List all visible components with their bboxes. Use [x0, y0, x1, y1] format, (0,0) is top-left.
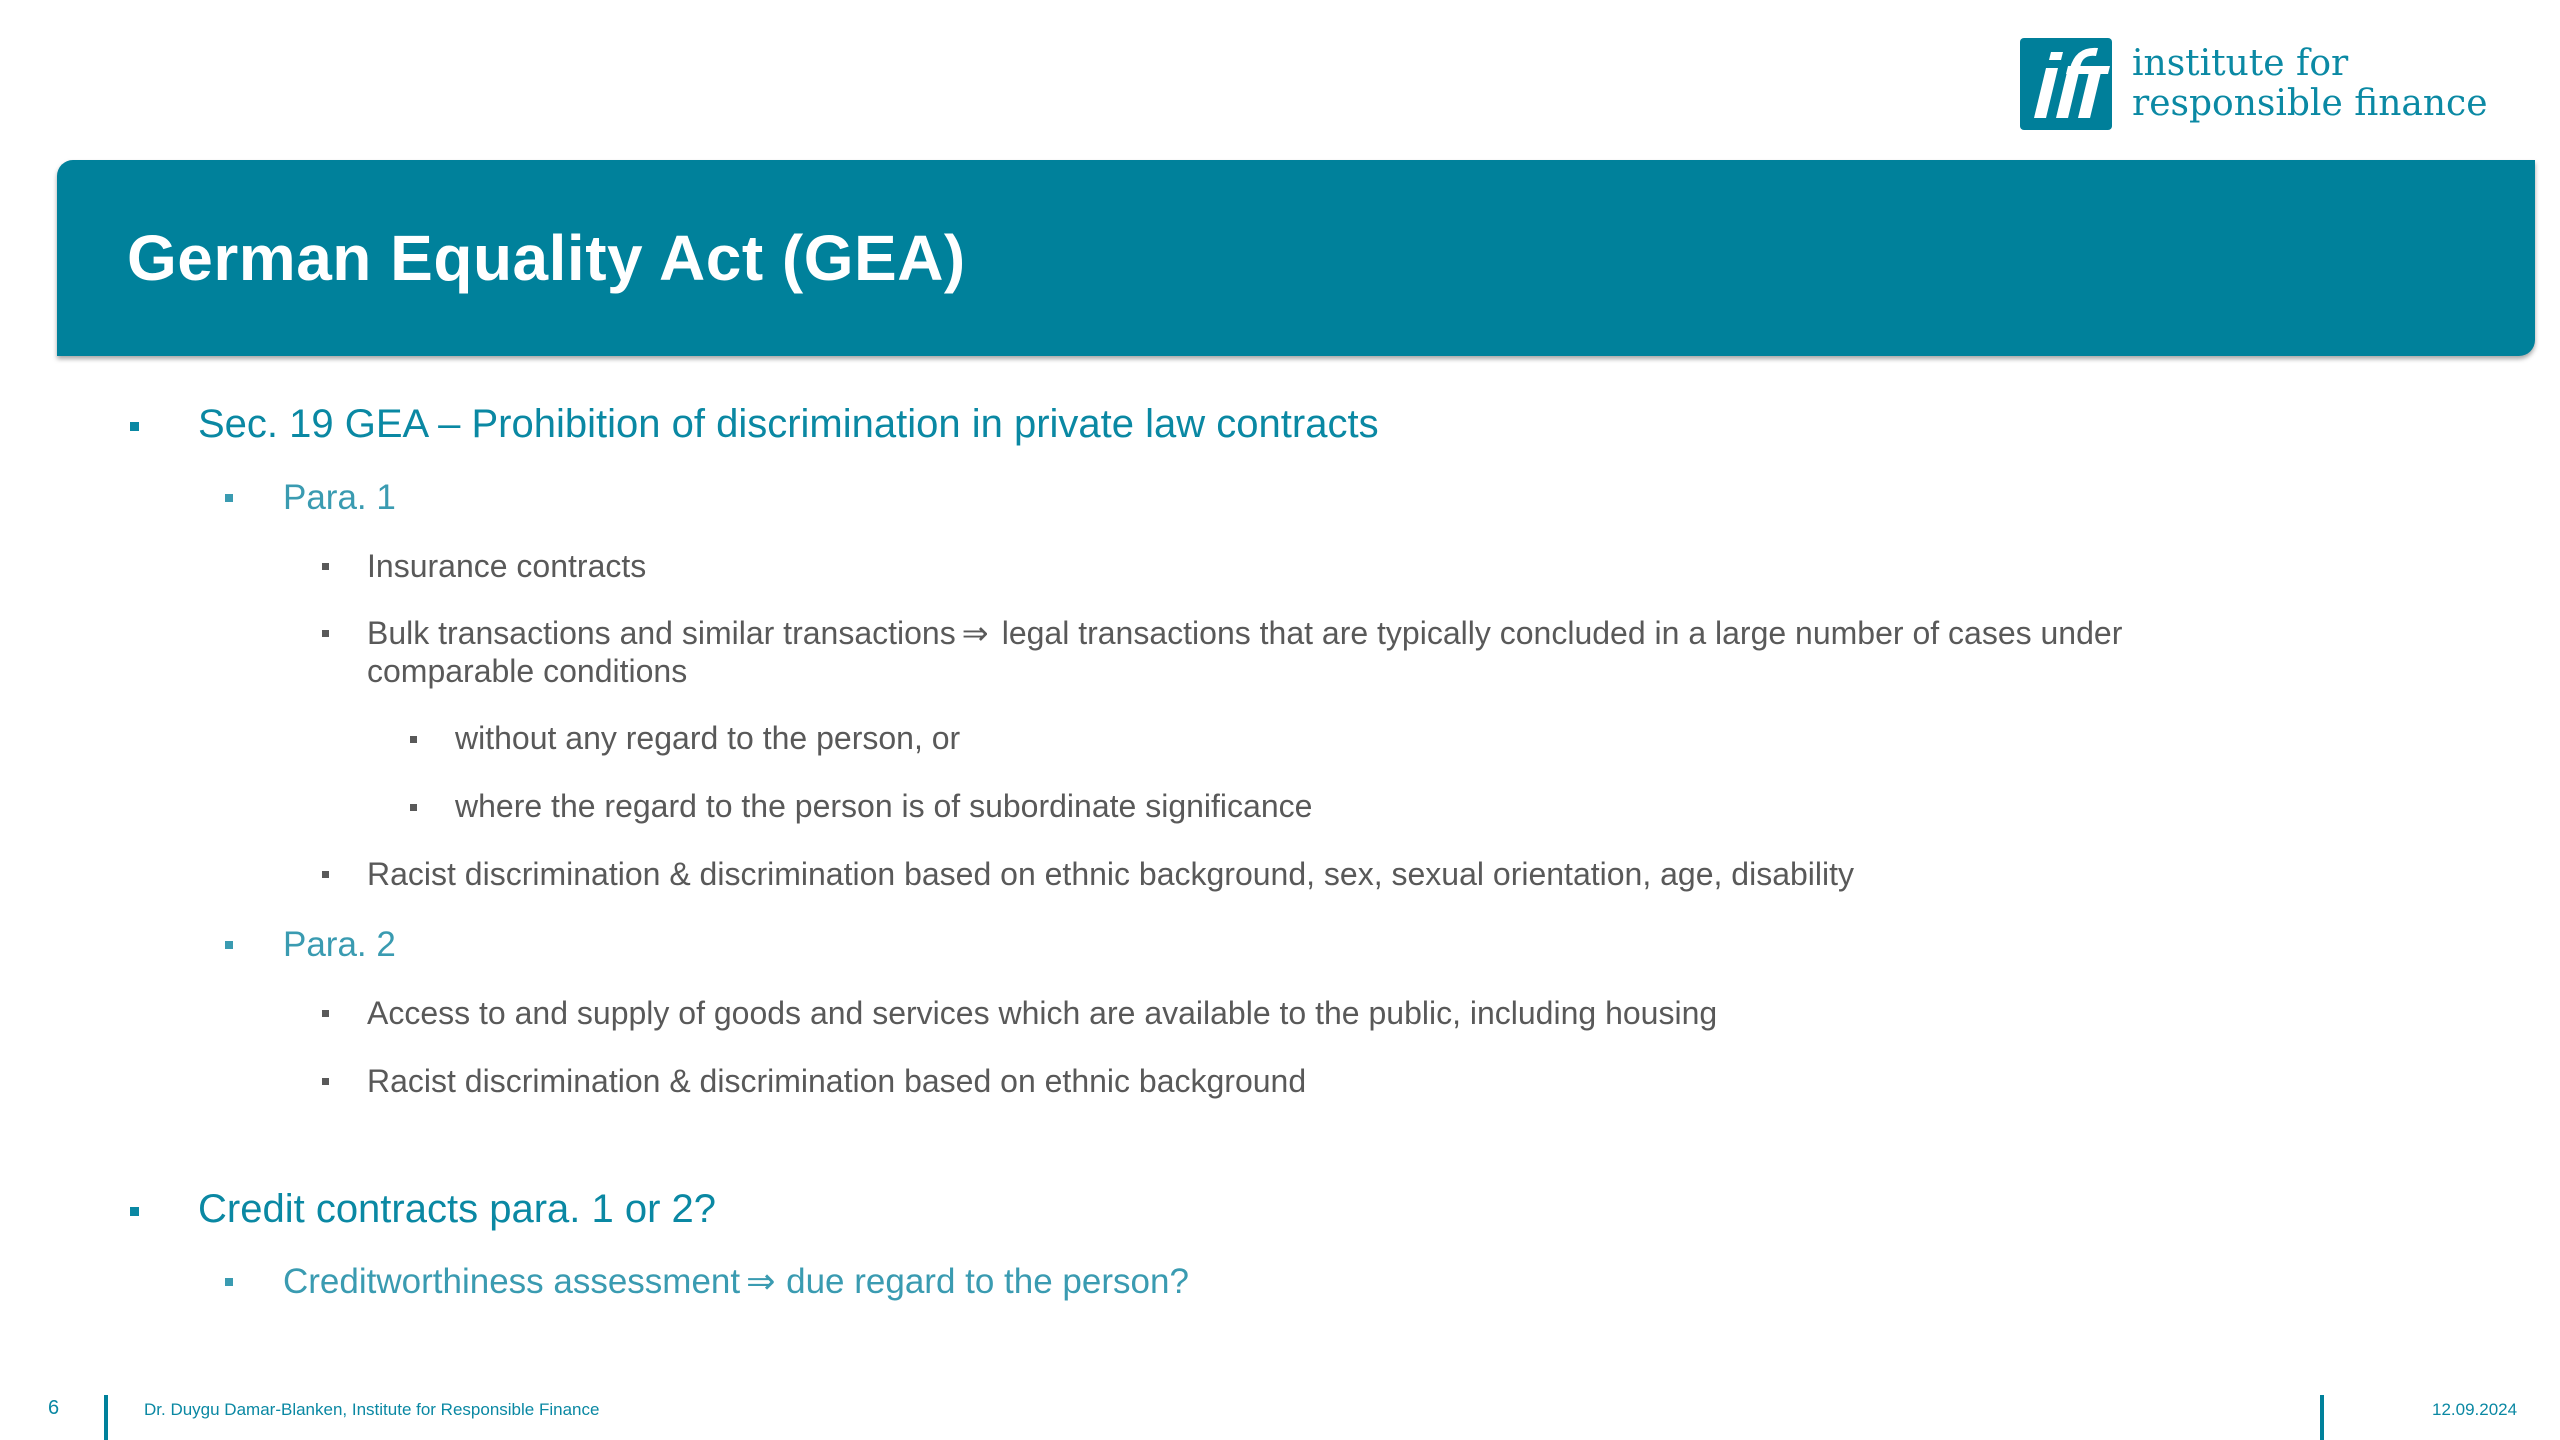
bullet-marker [322, 563, 329, 570]
footer-divider-left [104, 1395, 108, 1440]
page-number: 6 [48, 1397, 60, 1419]
bullet-text: Para. 1 [283, 478, 396, 517]
bullet-text [367, 614, 2287, 690]
logo-line-1: institute for [2132, 43, 2349, 84]
credit-text-part2: due regard to the person? [786, 1262, 1189, 1301]
arrow-right-icon: ⇒ [961, 615, 989, 651]
bullet-marker [225, 941, 233, 949]
slide-title: German Equality Act (GEA) [127, 222, 966, 294]
bullet-marker [322, 1010, 329, 1017]
bullet-racist-para1 [367, 855, 1854, 893]
bullet-creditworthiness [283, 1262, 1189, 1302]
bullet-text: Para. 2 [283, 925, 396, 964]
bullet-para2 [283, 925, 396, 965]
bullet-marker [130, 1207, 139, 1216]
bullet-marker [130, 422, 139, 431]
bullet-text: where the regard to the person is of subordinate significance [455, 788, 1313, 824]
bullet-without-regard [455, 720, 960, 757]
bullet-text: Racist discrimination & discrimination based on ethnic background [367, 1063, 1307, 1099]
bullet-racist-para2 [367, 1062, 1306, 1100]
footer-divider-right [2320, 1395, 2324, 1440]
bullet-marker [225, 494, 233, 502]
bullet-bulk-transactions [367, 614, 2287, 690]
bullet-credit-contracts [198, 1187, 716, 1232]
footer-author: Dr. Duygu Damar-Blanken, Institute for Responsible Finance [144, 1400, 600, 1419]
footer-date: 12.09.2024 [2432, 1400, 2518, 1419]
bullet-marker [225, 1278, 233, 1286]
bullet-text: Sec. 19 GEA – Prohibition of discrimination in private law contracts [198, 402, 1379, 446]
bullet-marker [322, 871, 329, 878]
bullet-text: Racist discrimination & discrimination based on ethnic background, sex, sexual orientation, age, disability [367, 856, 1854, 892]
bulk-text-part2: legal transactions that are typically concluded in a large number of cases under comparable conditions [367, 615, 2123, 689]
bullet-access [367, 994, 1717, 1032]
logo-line-2: responsible finance [2132, 83, 2488, 124]
bullet-insurance [367, 547, 646, 585]
arrow-right-icon: ⇒ [746, 1262, 776, 1301]
bullet-marker [410, 804, 417, 811]
bullet-sec19 [198, 402, 1379, 447]
bullet-text: Credit contracts para. 1 or 2? [198, 1187, 717, 1231]
bullet-marker [410, 736, 417, 743]
bullet-marker [322, 630, 329, 637]
bullet-para1 [283, 478, 396, 518]
bullet-text: Insurance contracts [367, 548, 647, 584]
bullet-marker [322, 1078, 329, 1085]
credit-text-part1: Creditworthiness assessment [283, 1262, 741, 1301]
bullet-text [283, 1262, 1189, 1302]
bulk-text-part1: Bulk transactions and similar transactions [367, 615, 956, 651]
bullet-text: Access to and supply of goods and services which are available to the public, including housing [367, 995, 1718, 1031]
bullet-subordinate [455, 788, 1312, 825]
bullet-text: without any regard to the person, or [455, 720, 961, 756]
